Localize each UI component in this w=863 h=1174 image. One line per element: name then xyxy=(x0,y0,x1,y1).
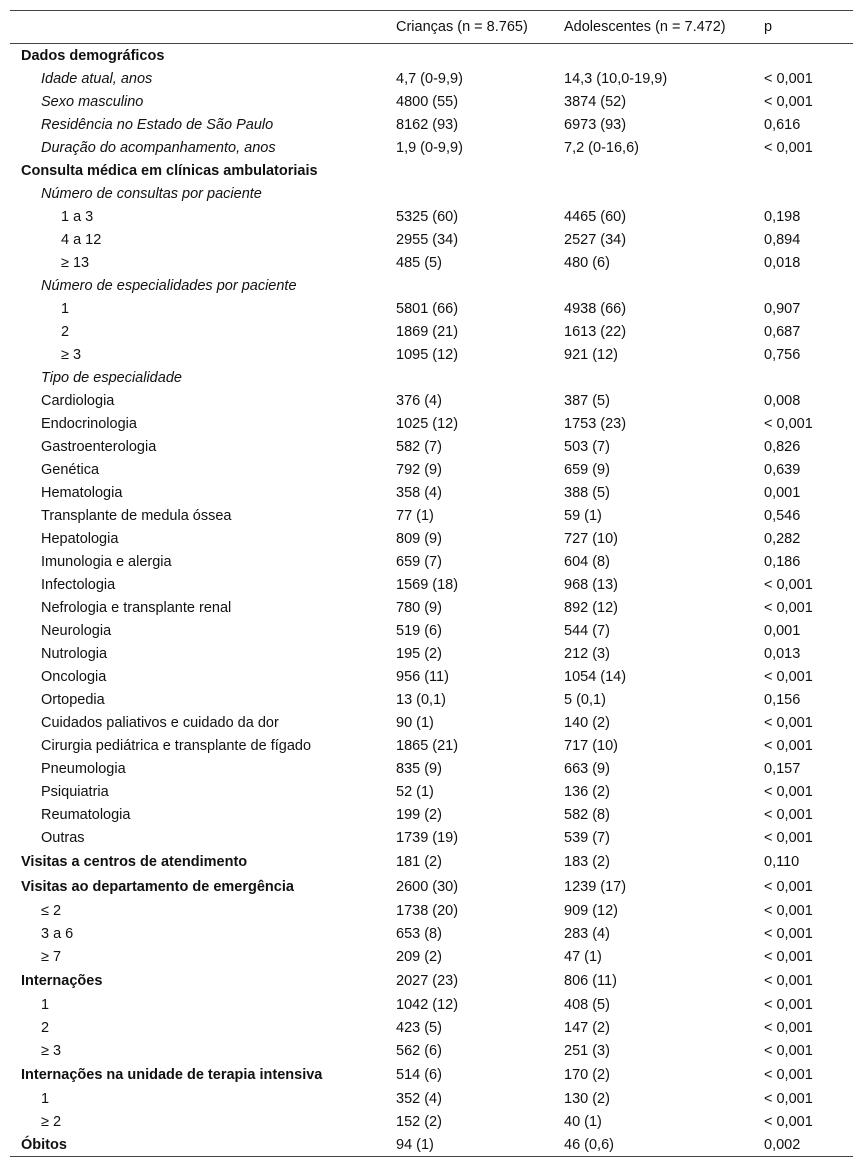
p-value: < 0,001 xyxy=(764,1042,813,1059)
adolescentes-value: 1239 (17) xyxy=(564,878,627,895)
table-row xyxy=(10,504,853,527)
adolescentes-value: 2527 (34) xyxy=(564,231,627,248)
p-value xyxy=(764,44,853,68)
criancas-value xyxy=(396,44,564,68)
row-label: Cirurgia pediátrica e transplante de fígado xyxy=(41,737,312,754)
row-label: 1 a 3 xyxy=(61,208,94,225)
criancas-value: 152 (2) xyxy=(396,1113,442,1130)
criancas-value xyxy=(396,182,564,205)
row-label: Ortopedia xyxy=(41,691,105,708)
p-value: 0,018 xyxy=(764,254,801,271)
adolescentes-value: 387 (5) xyxy=(564,392,610,409)
adolescentes-value: 5 (0,1) xyxy=(564,691,606,708)
comparison-table xyxy=(10,10,853,1157)
row-label: Reumatologia xyxy=(41,806,131,823)
row-label: ≥ 2 xyxy=(41,1113,62,1130)
table-row xyxy=(10,458,853,481)
adolescentes-value xyxy=(564,274,764,297)
criancas-value: 1738 (20) xyxy=(396,902,459,919)
adolescentes-value: 136 (2) xyxy=(564,783,610,800)
adolescentes-value: 659 (9) xyxy=(564,461,610,478)
row-label: Psiquiatria xyxy=(41,783,109,800)
table-row xyxy=(10,849,853,874)
adolescentes-value xyxy=(564,159,764,182)
adolescentes-value: 727 (10) xyxy=(564,530,619,547)
table-row xyxy=(10,757,853,780)
adolescentes-value: 3874 (52) xyxy=(564,93,627,110)
table-row xyxy=(10,874,853,899)
table-row xyxy=(10,734,853,757)
adolescentes-value: 183 (2) xyxy=(564,853,610,870)
criancas-value: 956 (11) xyxy=(396,668,449,685)
adolescentes-value: 604 (8) xyxy=(564,553,610,570)
adolescentes-value: 408 (5) xyxy=(564,996,610,1013)
criancas-value: 1869 (21) xyxy=(396,323,459,340)
p-value: < 0,001 xyxy=(764,1113,813,1130)
adolescentes-value: 170 (2) xyxy=(564,1066,610,1083)
criancas-value: 352 (4) xyxy=(396,1090,442,1107)
p-value: < 0,001 xyxy=(764,70,813,87)
criancas-value: 5801 (66) xyxy=(396,300,459,317)
criancas-value: 562 (6) xyxy=(396,1042,442,1059)
table-row xyxy=(10,711,853,734)
row-label: Infectologia xyxy=(41,576,116,593)
table-row xyxy=(10,136,853,159)
p-value: 0,639 xyxy=(764,461,801,478)
row-label: Imunologia e alergia xyxy=(41,553,172,570)
criancas-value: 181 (2) xyxy=(396,853,442,870)
table-row xyxy=(10,366,853,389)
table-row xyxy=(10,993,853,1016)
p-value: < 0,001 xyxy=(764,829,813,846)
row-label: Consulta médica em clínicas ambulatoriais xyxy=(21,162,318,179)
table-row xyxy=(10,481,853,504)
adolescentes-value: 582 (8) xyxy=(564,806,610,823)
row-label: Neurologia xyxy=(41,622,112,639)
table-row xyxy=(10,412,853,435)
p-value: 0,008 xyxy=(764,392,801,409)
table-row xyxy=(10,67,853,90)
p-value: < 0,001 xyxy=(764,878,813,895)
row-label: Pneumologia xyxy=(41,760,126,777)
table-row xyxy=(10,343,853,366)
table-row xyxy=(10,619,853,642)
row-label: Cardiologia xyxy=(41,392,115,409)
criancas-value: 1095 (12) xyxy=(396,346,459,363)
criancas-value: 376 (4) xyxy=(396,392,442,409)
adolescentes-value: 544 (7) xyxy=(564,622,610,639)
criancas-value: 13 (0,1) xyxy=(396,691,446,708)
adolescentes-value: 1613 (22) xyxy=(564,323,627,340)
adolescentes-value: 4938 (66) xyxy=(564,300,627,317)
table-row xyxy=(10,803,853,826)
table-row xyxy=(10,1110,853,1133)
adolescentes-value: 140 (2) xyxy=(564,714,610,731)
row-label: Óbitos xyxy=(21,1136,67,1153)
criancas-value: 519 (6) xyxy=(396,622,442,639)
p-value: < 0,001 xyxy=(764,902,813,919)
adolescentes-value: 717 (10) xyxy=(564,737,619,754)
p-value: < 0,001 xyxy=(764,93,813,110)
row-label: 2 xyxy=(41,1019,50,1036)
row-label: Internações xyxy=(21,972,103,989)
p-value: 0,110 xyxy=(764,853,800,870)
criancas-value: 4800 (55) xyxy=(396,93,459,110)
criancas-value: 52 (1) xyxy=(396,783,434,800)
comparison-table-container xyxy=(10,10,853,1157)
row-label: Internações na unidade de terapia intensiva xyxy=(21,1066,323,1083)
row-label: Endocrinologia xyxy=(41,415,137,432)
p-value: 0,756 xyxy=(764,346,801,363)
header-adolescentes: Adolescentes (n = 7.472) xyxy=(564,19,726,35)
criancas-value: 659 (7) xyxy=(396,553,442,570)
criancas-value: 199 (2) xyxy=(396,806,442,823)
row-label: Visitas a centros de atendimento xyxy=(21,853,248,870)
table-row xyxy=(10,182,853,205)
header-empty xyxy=(10,11,396,44)
criancas-value xyxy=(396,274,564,297)
row-label: Sexo masculino xyxy=(41,93,144,110)
row-label: Outras xyxy=(41,829,85,846)
criancas-value: 653 (8) xyxy=(396,925,442,942)
adolescentes-value xyxy=(564,44,764,68)
row-label: Duração do acompanhamento, anos xyxy=(41,139,276,156)
table-body xyxy=(10,44,853,1157)
row-label: 2 xyxy=(61,323,70,340)
table-row xyxy=(10,665,853,688)
table-row xyxy=(10,44,853,68)
row-label: 4 a 12 xyxy=(61,231,102,248)
adolescentes-value: 46 (0,6) xyxy=(564,1136,614,1153)
criancas-value: 1025 (12) xyxy=(396,415,459,432)
table-row xyxy=(10,899,853,922)
criancas-value: 1,9 (0-9,9) xyxy=(396,139,463,156)
table-row xyxy=(10,1016,853,1039)
p-value xyxy=(764,182,853,205)
row-label: Gastroenterologia xyxy=(41,438,157,455)
table-row xyxy=(10,688,853,711)
p-value: 0,907 xyxy=(764,300,801,317)
criancas-value: 2600 (30) xyxy=(396,878,459,895)
p-value: 0,002 xyxy=(764,1136,801,1153)
p-value: 0,826 xyxy=(764,438,801,455)
row-label: 1 xyxy=(41,996,50,1013)
table-row xyxy=(10,780,853,803)
criancas-value: 358 (4) xyxy=(396,484,442,501)
p-value: < 0,001 xyxy=(764,925,813,942)
p-value: 0,186 xyxy=(764,553,801,570)
adolescentes-value: 1054 (14) xyxy=(564,668,627,685)
adolescentes-value: 40 (1) xyxy=(564,1113,602,1130)
adolescentes-value xyxy=(564,366,764,389)
criancas-value: 1569 (18) xyxy=(396,576,459,593)
row-label: Tipo de especialidade xyxy=(41,369,182,386)
adolescentes-value: 212 (3) xyxy=(564,645,610,662)
criancas-value: 2955 (34) xyxy=(396,231,459,248)
adolescentes-value: 7,2 (0-16,6) xyxy=(564,139,639,156)
p-value: 0,156 xyxy=(764,691,801,708)
row-label: ≥ 3 xyxy=(41,1042,62,1059)
p-value: 0,894 xyxy=(764,231,801,248)
adolescentes-value: 480 (6) xyxy=(564,254,610,271)
row-label: Hepatologia xyxy=(41,530,119,547)
p-value: < 0,001 xyxy=(764,668,813,685)
table-row xyxy=(10,435,853,458)
adolescentes-value: 892 (12) xyxy=(564,599,619,616)
adolescentes-value: 283 (4) xyxy=(564,925,610,942)
table-header-row xyxy=(10,11,853,44)
adolescentes-value: 147 (2) xyxy=(564,1019,610,1036)
criancas-value: 485 (5) xyxy=(396,254,442,271)
table-row xyxy=(10,274,853,297)
row-label: Número de consultas por paciente xyxy=(41,185,262,202)
table-row xyxy=(10,550,853,573)
criancas-value: 4,7 (0-9,9) xyxy=(396,70,463,87)
criancas-value: 1739 (19) xyxy=(396,829,459,846)
adolescentes-value: 59 (1) xyxy=(564,507,602,524)
adolescentes-value: 539 (7) xyxy=(564,829,610,846)
row-label: Nefrologia e transplante renal xyxy=(41,599,232,616)
p-value: 0,157 xyxy=(764,760,801,777)
p-value xyxy=(764,366,853,389)
criancas-value xyxy=(396,159,564,182)
p-value: < 0,001 xyxy=(764,1066,813,1083)
table-row xyxy=(10,205,853,228)
row-label: Visitas ao departamento de emergência xyxy=(21,878,294,895)
criancas-value: 582 (7) xyxy=(396,438,442,455)
p-value: < 0,001 xyxy=(764,996,813,1013)
criancas-value: 792 (9) xyxy=(396,461,442,478)
p-value: < 0,001 xyxy=(764,783,813,800)
header-criancas: Crianças (n = 8.765) xyxy=(396,19,528,35)
adolescentes-value: 4465 (60) xyxy=(564,208,627,225)
table-row xyxy=(10,1133,853,1157)
criancas-value: 8162 (93) xyxy=(396,116,459,133)
table-row xyxy=(10,945,853,968)
row-label: ≥ 3 xyxy=(61,346,82,363)
p-value xyxy=(764,159,853,182)
table-row xyxy=(10,159,853,182)
adolescentes-value: 6973 (93) xyxy=(564,116,627,133)
row-label: Número de especialidades por paciente xyxy=(41,277,297,294)
adolescentes-value: 806 (11) xyxy=(564,972,617,989)
p-value: 0,282 xyxy=(764,530,801,547)
criancas-value: 195 (2) xyxy=(396,645,442,662)
row-label: ≥ 13 xyxy=(61,254,90,271)
table-row xyxy=(10,922,853,945)
adolescentes-value: 14,3 (10,0-19,9) xyxy=(564,70,668,87)
criancas-value xyxy=(396,366,564,389)
table-row xyxy=(10,573,853,596)
p-value: 0,687 xyxy=(764,323,801,340)
adolescentes-value: 251 (3) xyxy=(564,1042,610,1059)
table-row xyxy=(10,642,853,665)
criancas-value: 780 (9) xyxy=(396,599,442,616)
criancas-value: 77 (1) xyxy=(396,507,434,524)
criancas-value: 94 (1) xyxy=(396,1136,434,1153)
row-label: Dados demográficos xyxy=(21,47,165,64)
row-label: 3 a 6 xyxy=(41,925,74,942)
p-value: < 0,001 xyxy=(764,972,813,989)
p-value: < 0,001 xyxy=(764,737,813,754)
adolescentes-value: 503 (7) xyxy=(564,438,610,455)
p-value: 0,546 xyxy=(764,507,801,524)
criancas-value: 1865 (21) xyxy=(396,737,459,754)
table-row xyxy=(10,596,853,619)
p-value: < 0,001 xyxy=(764,415,813,432)
p-value: < 0,001 xyxy=(764,714,813,731)
p-value: < 0,001 xyxy=(764,599,813,616)
p-value: < 0,001 xyxy=(764,1090,813,1107)
row-label: ≤ 2 xyxy=(41,902,62,919)
row-label: Cuidados paliativos e cuidado da dor xyxy=(41,714,279,731)
header-p-value: p xyxy=(764,19,773,35)
adolescentes-value: 130 (2) xyxy=(564,1090,610,1107)
table-row xyxy=(10,228,853,251)
adolescentes-value: 388 (5) xyxy=(564,484,610,501)
criancas-value: 90 (1) xyxy=(396,714,434,731)
p-value: 0,013 xyxy=(764,645,801,662)
criancas-value: 1042 (12) xyxy=(396,996,459,1013)
adolescentes-value: 1753 (23) xyxy=(564,415,627,432)
p-value: 0,616 xyxy=(764,116,801,133)
criancas-value: 809 (9) xyxy=(396,530,442,547)
p-value: < 0,001 xyxy=(764,948,813,965)
row-label: Residência no Estado de São Paulo xyxy=(41,116,274,133)
p-value: < 0,001 xyxy=(764,1019,813,1036)
p-value: < 0,001 xyxy=(764,806,813,823)
adolescentes-value: 921 (12) xyxy=(564,346,619,363)
row-label: Genética xyxy=(41,461,100,478)
row-label: Transplante de medula óssea xyxy=(41,507,232,524)
adolescentes-value: 47 (1) xyxy=(564,948,602,965)
row-label: 1 xyxy=(41,1090,50,1107)
p-value xyxy=(764,274,853,297)
p-value: 0,198 xyxy=(764,208,801,225)
adolescentes-value xyxy=(564,182,764,205)
adolescentes-value: 909 (12) xyxy=(564,902,619,919)
criancas-value: 209 (2) xyxy=(396,948,442,965)
table-row xyxy=(10,251,853,274)
criancas-value: 514 (6) xyxy=(396,1066,442,1083)
criancas-value: 423 (5) xyxy=(396,1019,442,1036)
p-value: 0,001 xyxy=(764,622,801,639)
adolescentes-value: 663 (9) xyxy=(564,760,610,777)
table-row xyxy=(10,320,853,343)
table-row xyxy=(10,389,853,412)
row-label: Nutrologia xyxy=(41,645,108,662)
table-row xyxy=(10,297,853,320)
row-label: Hematologia xyxy=(41,484,123,501)
adolescentes-value: 968 (13) xyxy=(564,576,619,593)
table-row xyxy=(10,527,853,550)
table-row xyxy=(10,113,853,136)
table-row xyxy=(10,826,853,849)
criancas-value: 5325 (60) xyxy=(396,208,459,225)
row-label: Oncologia xyxy=(41,668,107,685)
row-label: 1 xyxy=(61,300,70,317)
table-row xyxy=(10,968,853,993)
table-row xyxy=(10,1039,853,1062)
criancas-value: 2027 (23) xyxy=(396,972,459,989)
row-label: Idade atual, anos xyxy=(41,70,153,87)
p-value: 0,001 xyxy=(764,484,801,501)
table-row xyxy=(10,1062,853,1087)
criancas-value: 835 (9) xyxy=(396,760,442,777)
p-value: < 0,001 xyxy=(764,576,813,593)
table-row xyxy=(10,90,853,113)
row-label: ≥ 7 xyxy=(41,948,62,965)
table-row xyxy=(10,1087,853,1110)
p-value: < 0,001 xyxy=(764,139,813,156)
